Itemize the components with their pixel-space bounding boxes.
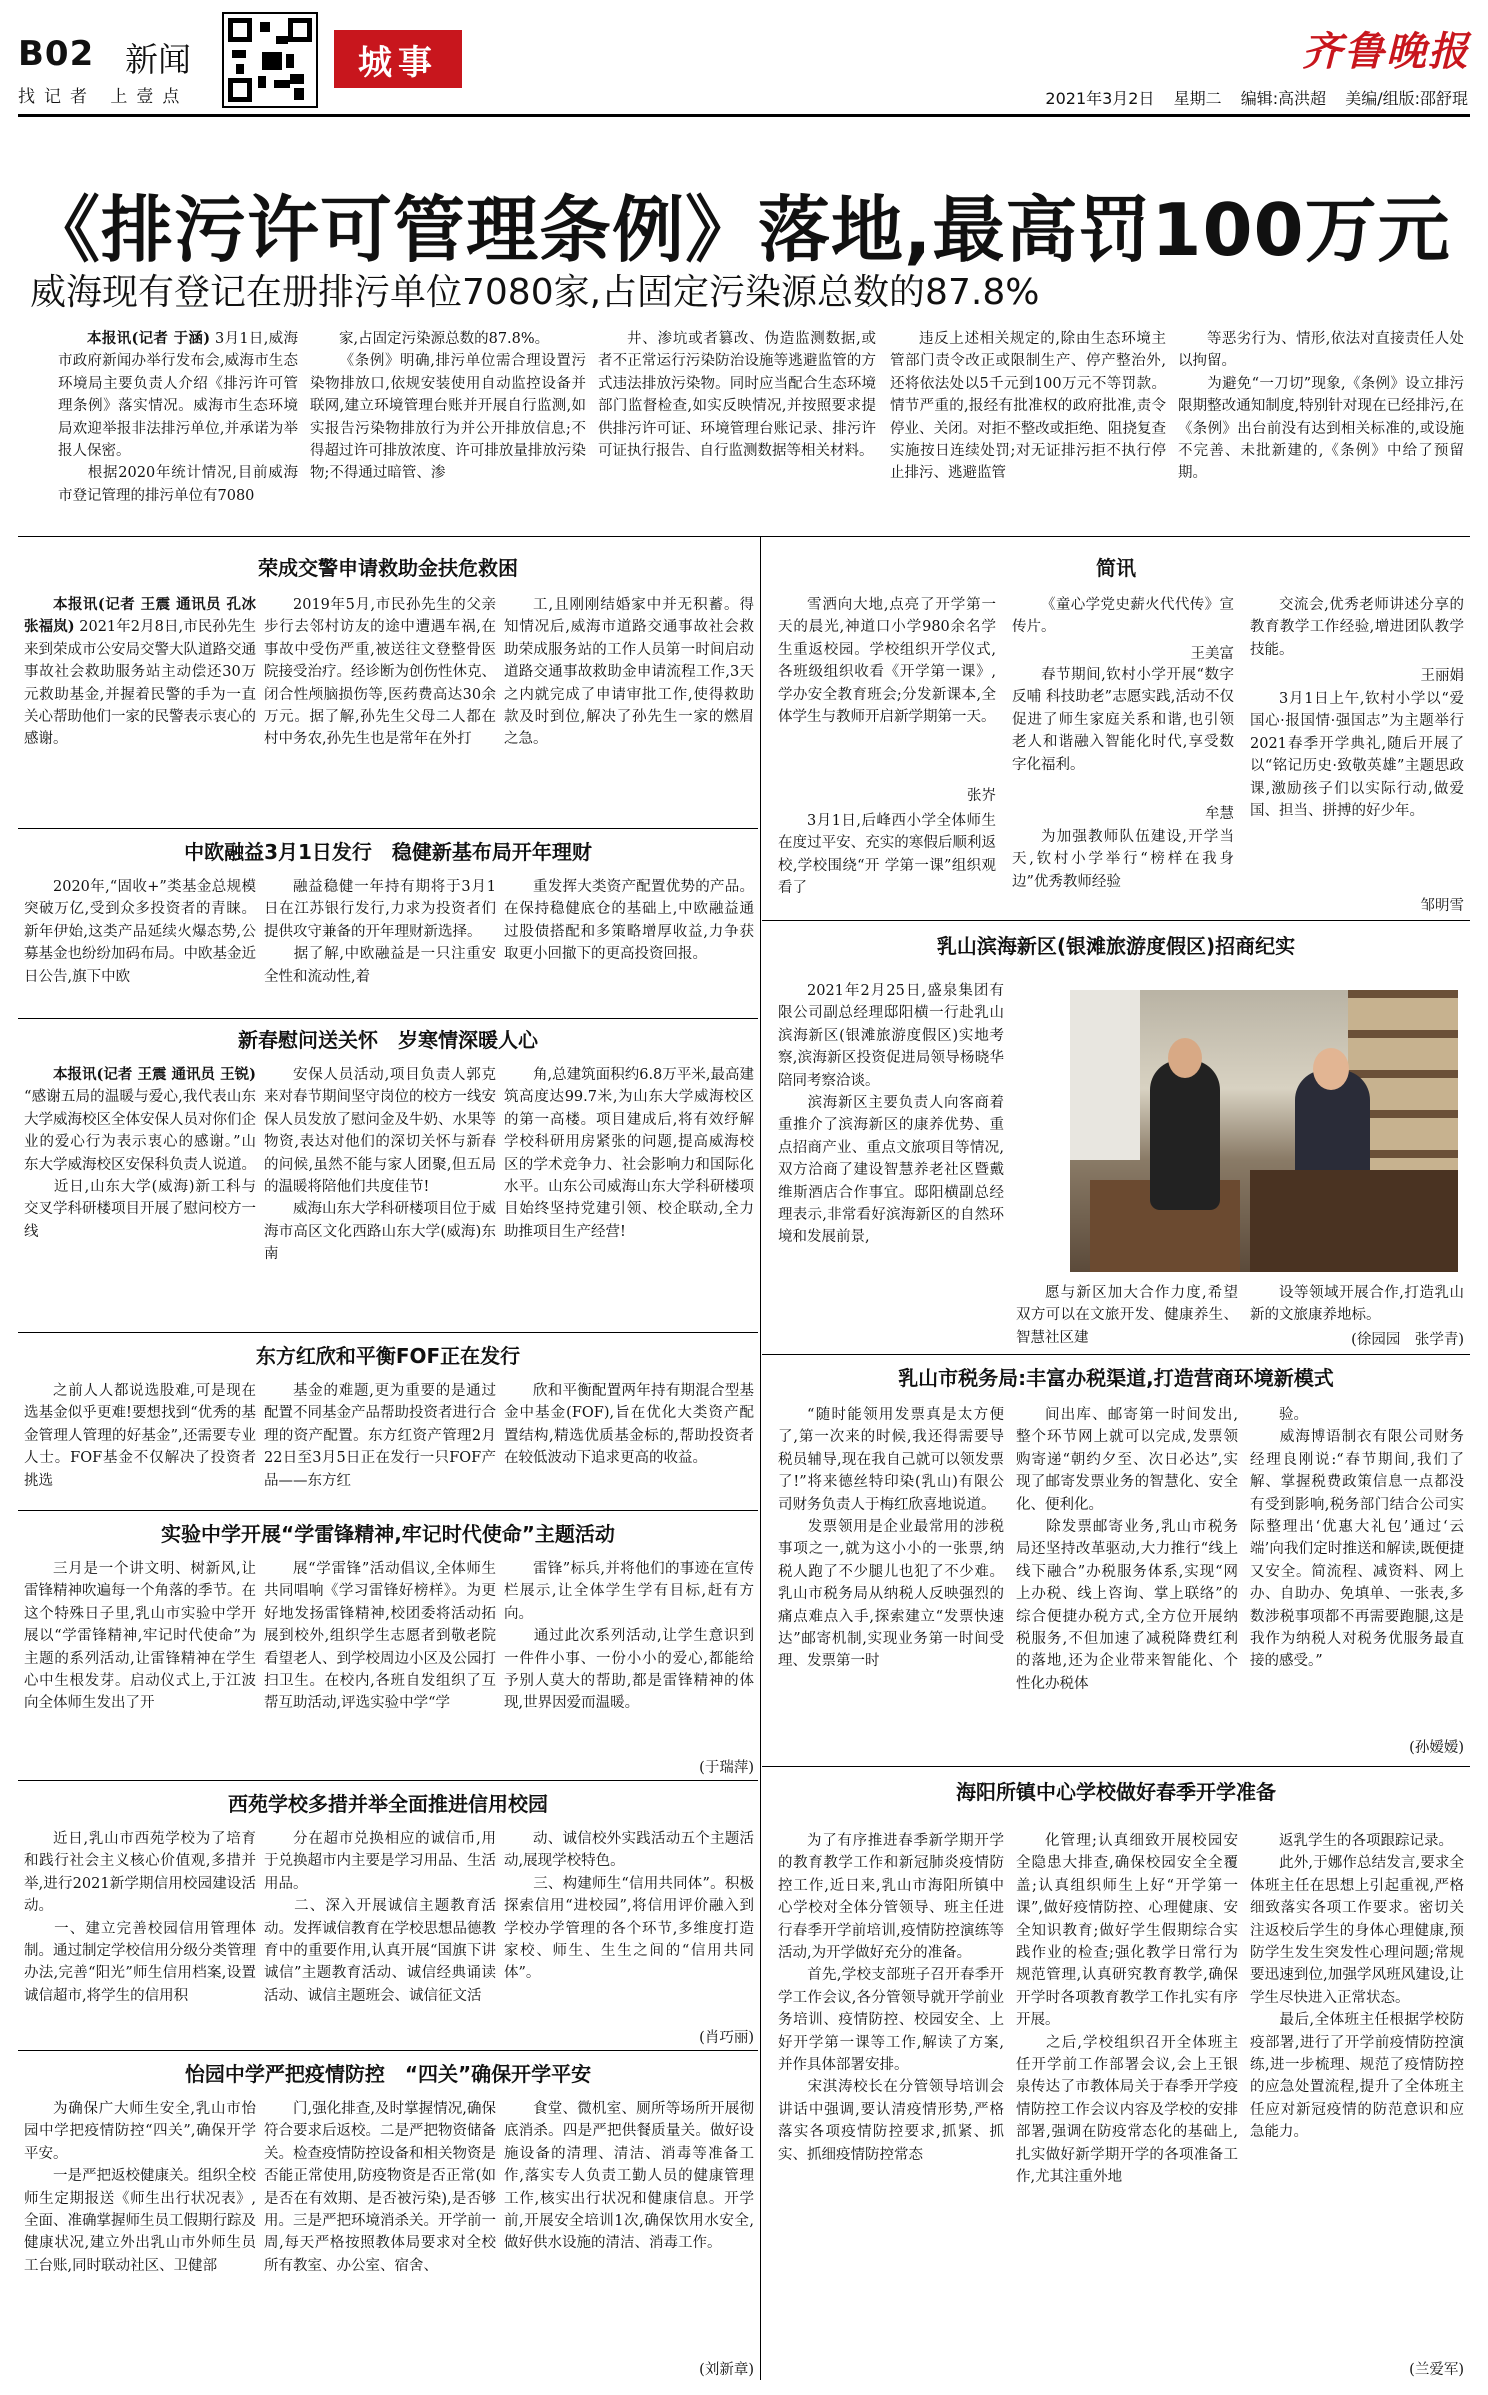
rushan-bay-col-1: 2021年2月25日,盛泉集团有限公司副总经理邸阳横一行赴乳山滨海新区(银滩旅游度假区)实地考察,滨海新区投资促进局领导杨晓华陪同考察洽谈。 滨海新区主要负责人向客商着重推介了滨海新区的康养优势、重点招商产业、重点文旅项目等情况,双方洽商了建设智慧养老社区暨戴维斯酒店合作事宜。邸阳横副总经理表示,非常看好滨海新区的自然环境和发展前景,: [778, 983, 1004, 1246]
divider: [18, 1018, 758, 1019]
article-title-zhongou: 中欧融益3月1日发行 稳健新基布局开年理财: [184, 840, 592, 864]
column-divider: [760, 537, 761, 2380]
lead-col-3: 井、渗坑或者篡改、伪造监测数据,或者不正常运行污染防治设施等逃避监管的方式违法排放污染物。同时应当配合生态环境部门监督检查,如实反映情况,并按照要求提供排污许可证、环境管理台账记录、排污许可证执行报告、自行监测数据等相关材料。: [598, 331, 876, 460]
dateline: [1031, 86, 1468, 109]
divider: [762, 1766, 1470, 1767]
newspaper-logo: 齐鲁晚报: [1302, 28, 1470, 75]
slogan: 找记者 上壹点: [18, 87, 189, 107]
divider: [762, 1354, 1470, 1355]
jianxun-author-2: 王美富: [1190, 646, 1234, 662]
article-title-dongfang: 东方红欣和平衡FOF正在发行: [255, 1344, 521, 1368]
xiyuan-col-1: 近日,乳山市西苑学校为了培育和践行社会主义核心价值观,多措并举,进行2021新学期信用校园建设活动。 一、建立完善校园信用管理体制。通过制定学校信用分级分类管理办法,完善“阳光”师生信用档案,设置诚信超市,将学生的信用积: [24, 1831, 256, 2004]
jianxun-item-5: 交流会,优秀老师讲述分享的教育教学工作经验,增进团队教学技能。: [1250, 597, 1464, 658]
article-title-rongcheng: 荣成交警申请救助金扶危救困: [258, 556, 518, 580]
header-rule: [18, 114, 1470, 117]
jianxun-author-5: 邹明雪: [1420, 898, 1464, 914]
lead-bottom-rule: [18, 536, 1470, 537]
xiyuan-col-3: 动、诚信校外实践活动五个主题活动,展现学校特色。 三、构建师生“信用共同体”。积极探索信用“进校园”,将信用评价融入到学校办学管理的各个环节,多维度打造家校、师生、生生之间的“信用共同体”。: [504, 1831, 754, 1982]
shiyan-col-2: 展“学雷锋”活动倡议,全体师生共同唱响《学习雷锋好榜样》。为更好地发扬雷锋精神,校团委将活动拓展到校外,组织学生志愿者到敬老院看望老人、到学校周边小区及公园打扫卫生。在校内,各班自发组织了互帮互助活动,评选实验中学“学: [264, 1561, 496, 1712]
article-title-shiyan: 实验中学开展“学雷锋精神,牢记时代使命”主题活动: [161, 1522, 615, 1546]
xiyuan-col-2: 分在超市兑换相应的诚信币,用于兑换超市内主要是学习用品、生活用品。 二、深入开展诚信主题教育活动。发挥诚信教育在学校思想品德教育中的重要作用,认真开展“国旗下讲诚信”主题教育活动、诚信经典诵读活动、诚信主题班会、诚信征文活: [264, 1831, 496, 2004]
yicheng-col-1: 为确保广大师生安全,乳山市怡园中学把疫情防控“四关”,确保开学平安。 一是严把返校健康关。组织全校师生定期报送《师生出行状况表》,全面、准确掌握师生员工假期行踪及健康状况,建立外出乳山市外师生员工台账,同时联动社区、卫健部: [24, 2101, 256, 2274]
haiyang-col-3: 返乳学生的各项跟踪记录。 此外,于娜作总结发言,要求全体班主任在思想上引起重视,严格细致落实各项工作要求。密切关注返校后学生的身体心理健康,预防学生发生突发性心理问题;常规要迅速到位,加强学风班风建设,让学生尽快进入正常状态。 最后,全体班主任根据学校防疫部署,进行了开学前疫情防控演练,进一步梳理、规范了疫情防控的应急处置流程,提升了全体班主任应对新冠疫情的防范意识和应急能力。: [1250, 1833, 1464, 2141]
qr-code-icon[interactable]: [222, 12, 318, 108]
article-title-jianxun: 简讯: [1096, 556, 1136, 580]
article-title-yicheng: 怡园中学严把疫情防控 “四关”确保开学平安: [184, 2062, 592, 2086]
divider: [18, 1510, 758, 1511]
tax-col-3: 验。 威海博语制衣有限公司财务经理良刚说:“春节期间,我们了解、掌握税费政策信息一点都没有受到影响,税务部门结合公司实际整理出‘优惠大礼包’通过‘云端’向我们定时推送和解读,既便捷又安全。简流程、减资料、网上办、自助办、免填单、一张表,多数涉税事项都不再需要跑腿,这是我作为纳税人对税务优服务最直接的感受。”: [1250, 1407, 1464, 1670]
jianxun-item-6: 3月1日上午,钦村小学以“爱国心·报国情·强国志”为主题举行2021春季开学典礼,随后开展了以“铭记历史·致敬英雄”主题思政课,激励孩子们以实际行动,做爱国、担当、拼搏的好少年。: [1250, 691, 1464, 820]
date: 2021年3月2日: [1045, 89, 1155, 108]
section-tag: 城事: [334, 30, 462, 88]
lead-col-1: 本报讯(记者 于涵) 3月1日,威海市政府新闻办举行发布会,威海市生态环境局主要负责人介绍《排污许可管理条例》落实情况。威海市生态环境局欢迎举报非法排污单位,并承诺为举报人保密。 根据2020年统计情况,目前威海市登记管理的排污单位有7080: [58, 330, 298, 504]
divider: [762, 920, 1470, 921]
article-title-rushan-bay: 乳山滨海新区(银滩旅游度假区)招商纪实: [936, 934, 1296, 958]
subheadline: 威海现有登记在册排污单位7080家,占固定污染源总数的87.8%: [30, 272, 1040, 313]
rongcheng-col-1: 本报讯(记者 王震 通讯员 孔冰 张福岚) 2021年2月8日,市民孙先生来到荣成市公安局交警大队道路交通事故社会救助服务站主动偿还30万元救助基金,并握着民警的手为一直关心帮助他们一家的民警表示衷心的感谢。: [24, 596, 256, 748]
tax-col-2: 间出库、邮寄第一时间发出,整个环节网上就可以完成,发票领购寄递“朝约夕至、次日必达”,实现了邮寄发票业务的智慧化、安全化、便利化。 除发票邮寄业务,乳山市税务局还坚持改革驱动,大力推行“线上线下融合”办税服务体系,实现“网上办税、线上咨询、掌上联络”的综合便捷办税方式,全方位开展纳税服务,不但加速了减税降费红利的落地,还为企业带来智能化、个性化办税体: [1016, 1407, 1238, 1692]
article-title-tax: 乳山市税务局:丰富办税渠道,打造营商环境新模式: [898, 1366, 1334, 1390]
lead-col-4: 违反上述相关规定的,除由生态环境主管部门责令改正或限制生产、停产整治外,还将依法处以5千元到100万元不等罚款。情节严重的,报经有批准权的政府批准,责令停业、关闭。对拒不整改或拒绝、阻挠复查实施按日连续处罚;对无证排污拒不执行停止排污、逃避监管: [890, 331, 1166, 482]
yicheng-col-2: 门,强化排查,及时掌握情况,确保符合要求后返校。二是严把物资储备关。检查疫情防控设备和相关物资是否能正常使用,防疫物资是否正常(如是否在有效期、是否被污染),是否够用。三是严把环境消杀关。开学前一周,每天严格按照教体局要求对全校所有教室、办公室、宿舍、: [264, 2101, 496, 2274]
lead-col-5: 等恶劣行为、情形,依法对直接责任人处以拘留。 为避免“一刀切”现象,《条例》设立排污限期整改通知制度,特别针对现在已经排污,在《条例》出台前没有达到相关标准的,或设施不完善、未批新建的,《条例》中给了预留期。: [1178, 331, 1464, 482]
xinchun-col-2: 安保人员活动,项目负责人郭克来对春节期间坚守岗位的校方一线安保人员发放了慰问金及牛奶、水果等物资,表达对他们的深切关怀与新春的问候,虽然不能与家人团聚,但五局的温暖将陪他们共度佳节! 威海山东大学科研楼项目位于威海市高区文化西路山东大学(威海)东南: [264, 1067, 496, 1263]
rushan-bay-col-2: 愿与新区加大合作力度,希望双方可以在文旅开发、健康养生、智慧社区建: [1016, 1285, 1238, 1346]
article-title-xinchun: 新春慰问送关怀 岁寒情深暖人心: [238, 1028, 538, 1052]
article-title-xiyuan: 西苑学校多措并举全面推进信用校园: [228, 1792, 548, 1816]
xiyuan-author: (肖巧丽): [699, 2030, 754, 2046]
tax-author: (孙嫒嫒): [1409, 1740, 1464, 1756]
yicheng-author: (刘新章): [699, 2362, 754, 2378]
jianxun-author-3: 牟慧: [1205, 806, 1234, 822]
headline: 《排污许可管理条例》落地,最高罚100万元: [28, 188, 1451, 272]
jianxun-item-1: 雪洒向大地,点亮了开学第一天的晨光,神道口小学980余名学生重返校园。学校组织开学仪式,各班级组织收看《开学第一课》,学办安全教育班会;分发新课本,全体学生与教师开启新学期第一天。: [778, 597, 996, 726]
jianxun-item-2: 《童心学党史薪火代代传》宣传片。: [1012, 597, 1234, 636]
rongcheng-col-2: 2019年5月,市民孙先生的父亲步行去邻村访友的途中遭遇车祸,在事故中受伤严重,被送往文登整骨医院接受治疗。经诊断为创伤性休克、闭合性颅脑损伤等,医药费高达30余万元。据了解,孙先生父母二人都在村中务农,孙先生也是常年在外打: [264, 597, 496, 748]
dongfang-col-3: 欣和平衡配置两年持有期混合型基金中基金(FOF),旨在优化大类资产配置结构,精选优质基金标的,帮助投资者在较低波动下追求更高的收益。: [504, 1383, 754, 1467]
editor: 编辑:高洪超: [1240, 89, 1327, 108]
meeting-photo: [1070, 990, 1458, 1272]
page-code: B02: [18, 34, 95, 74]
haiyang-col-2: 化管理;认真细致开展校园安全隐患大排查,确保校园安全全覆盖;认真组织师生上好“开学第一课”,做好疫情防控、心理健康、安全知识教育;做好学生假期综合实践作业的检查;强化教学日常行为规范管理,认真研究教育教学,确保开学时各项教育教学工作扎实有序开展。 之后,学校组织召开全体班主任开学前工作部署会议,会上王银泉传达了市教体局关于春季开学疫情防控工作会议内容及学校的安排部署,强调在防疫常态化的基础上,扎实做好新学期开学的各项准备工作,尤其注重外地: [1016, 1833, 1238, 2186]
divider: [18, 1780, 758, 1781]
zhongou-col-1: 2020年,“固收+”类基金总规模突破万亿,受到众多投资者的青睐。新年伊始,这类产品延续火爆态势,公募基金也纷纷加码布局。中欧基金近日公告,旗下中欧: [24, 879, 256, 985]
rushan-bay-author: (徐园园 张学青): [1351, 1332, 1464, 1348]
weekday: 星期二: [1173, 89, 1222, 108]
zhongou-col-2: 融益稳健一年持有期将于3月1日在江苏银行发行,力求为投资者们提供攻守兼备的开年理财新选择。 据了解,中欧融益是一只注重安全性和流动性,着: [264, 879, 496, 985]
divider: [18, 2050, 758, 2051]
shiyan-col-3: 雷锋”标兵,并将他们的事迹在宣传栏展示,让全体学生学有目标,赶有方向。 通过此次系列活动,让学生意识到一件件小事、一份小小的爱心,都能给予别人莫大的帮助,都是雷锋精神的体现,世界因爱而温暖。: [504, 1561, 754, 1712]
zhongou-col-3: 重发挥大类资产配置优势的产品。在保持稳健底仓的基础上,中欧融益通过股债搭配和多策略增厚收益,力争获取更小回撤下的更高投资回报。: [504, 879, 754, 963]
yicheng-col-3: 食堂、微机室、厕所等场所开展彻底消杀。四是严把供餐质量关。做好设施设备的清理、清洁、消毒等准备工作,落实专人负责工勤人员的健康管理工作,核实出行状况和健康信息。开学前,开展安全培训1次,确保饮用水安全,做好供水设施的清洁、消毒工作。: [504, 2101, 754, 2252]
xinchun-col-1: 本报讯(记者 王震 通讯员 王锐) “感谢五局的温暖与爱心,我代表山东大学威海校区全体安保人员对你们企业的爱心行为表示衷心的感谢。”山东大学威海校区安保科负责人说道。 近日,山东大学(威海)新工科与交叉学科研楼项目开展了慰问校方一线: [24, 1066, 256, 1240]
dongfang-col-1: 之前人人都说选股难,可是现在选基金似乎更难!要想找到“优秀的基金管理人管理的好基金”,还需要专业人士。FOF基金不仅解决了投资者挑选: [24, 1383, 256, 1489]
rushan-bay-col-3: 设等领域开展合作,打造乳山新的文旅康养地标。: [1250, 1285, 1464, 1324]
designer: 美编/组版:邵舒琨: [1345, 89, 1468, 108]
tax-col-1: “随时能领用发票真是太方便了,第一次来的时候,我还得需要导税员辅导,现在我自己就可以领发票了!”将来德丝特印染(乳山)有限公司财务负责人于梅红欣喜地说道。 发票领用是企业最常用的涉税事项之一,就为这小小的一张票,纳税人跑了不少腿儿也犯了不少难。乳山市税务局从纳税人反映强烈的痛点难点入手,探索建立“发票快速达”邮寄机制,实现业务第一时间受理、发票第一时: [778, 1407, 1004, 1670]
xinchun-col-3: 角,总建筑面积约6.8万平米,最高建筑高度达99.7米,为山东大学威海校区的第一高楼。项目建成后,将有效纾解学校科研用房紧张的问题,提高威海校区的学术竞争力、社会影响力和国际化水平。山东公司威海山东大学科研楼项目始终坚持党建引领、校企联动,全力助推项目生产经营!: [504, 1067, 754, 1240]
shiyan-col-1: 三月是一个讲文明、树新风,让雷锋精神吹遍每一个角落的季节。在这个特殊日子里,乳山市实验中学开展以“学雷锋精神,牢记时代使命”为主题的系列活动,让雷锋精神在学生心中生根发芽。启动仪式上,于江波向全体师生发出了开: [24, 1561, 256, 1712]
shiyan-author: (于瑞萍): [699, 1760, 754, 1776]
jianxun-item-7: 3月1日,后峰西小学全体师生在度过平安、充实的寒假后顺利返校,学校围绕“开 学第一课”组织观看了: [778, 813, 996, 897]
rongcheng-col-3: 工,且刚刚结婚家中并无积蓄。得知情况后,威海市道路交通事故社会救助荣成服务站的工作人员第一时间启动道路交通事故救助金申请流程工作,3天之内就完成了申请审批工作,使得救助款及时到位,解决了孙先生一家的燃眉之急。: [504, 597, 754, 748]
divider: [18, 1332, 758, 1333]
haiyang-author: (兰爱军): [1409, 2362, 1464, 2378]
section-name: 新闻: [125, 40, 191, 79]
jianxun-author-4: 王丽娟: [1420, 668, 1464, 684]
jianxun-item-3: 春节期间,钦村小学开展“数字反哺 科技助老”志愿实践,活动不仅促进了师生家庭关系和谐,也引领老人和谐融入智能化时代,享受数字化福利。: [1012, 667, 1234, 773]
haiyang-col-1: 为了有序推进春季新学期开学的教育教学工作和新冠肺炎疫情防控工作,近日来,乳山市海阳所镇中心学校对全体分管领导、班主任进行春季开学前培训,疫情防控演练等活动,为开学做好充分的准备。 首先,学校支部班子召开春季开学工作会议,各分管领导就开学前业务培训、疫情防控、校园安全、上好开学第一课等工作,解读了方案,并作具体部署安排。 宋淇涛校长在分管领导培训会讲话中强调,要认清疫情形势,严格落实各项疫情防控要求,抓紧、抓实、抓细疫情防控常态: [778, 1833, 1004, 2163]
divider: [18, 828, 758, 829]
article-title-haiyang: 海阳所镇中心学校做好春季开学准备: [956, 1780, 1276, 1804]
jianxun-author-1: 张岕: [967, 788, 996, 804]
lead-col-2: 家,占固定污染源总数的87.8%。 《条例》明确,排污单位需合理设置污染物排放口,依规安装使用自动监控设备并联网,建立环境管理台账并开展自行监测,如实报告污染物排放行为并公开排放信息;不得超过许可排放浓度、许可排放量排放污染物;不得通过暗管、渗: [310, 331, 586, 482]
jianxun-item-4: 为加强教师队伍建设,开学当天,钦村小学举行“榜样在我身边”优秀教师经验: [1012, 829, 1234, 890]
dongfang-col-2: 基金的难题,更为重要的是通过配置不同基金产品帮助投资者进行合理的资产配置。东方红资产管理2月22日至3月5日正在发行一只FOF产品——东方红: [264, 1383, 496, 1489]
